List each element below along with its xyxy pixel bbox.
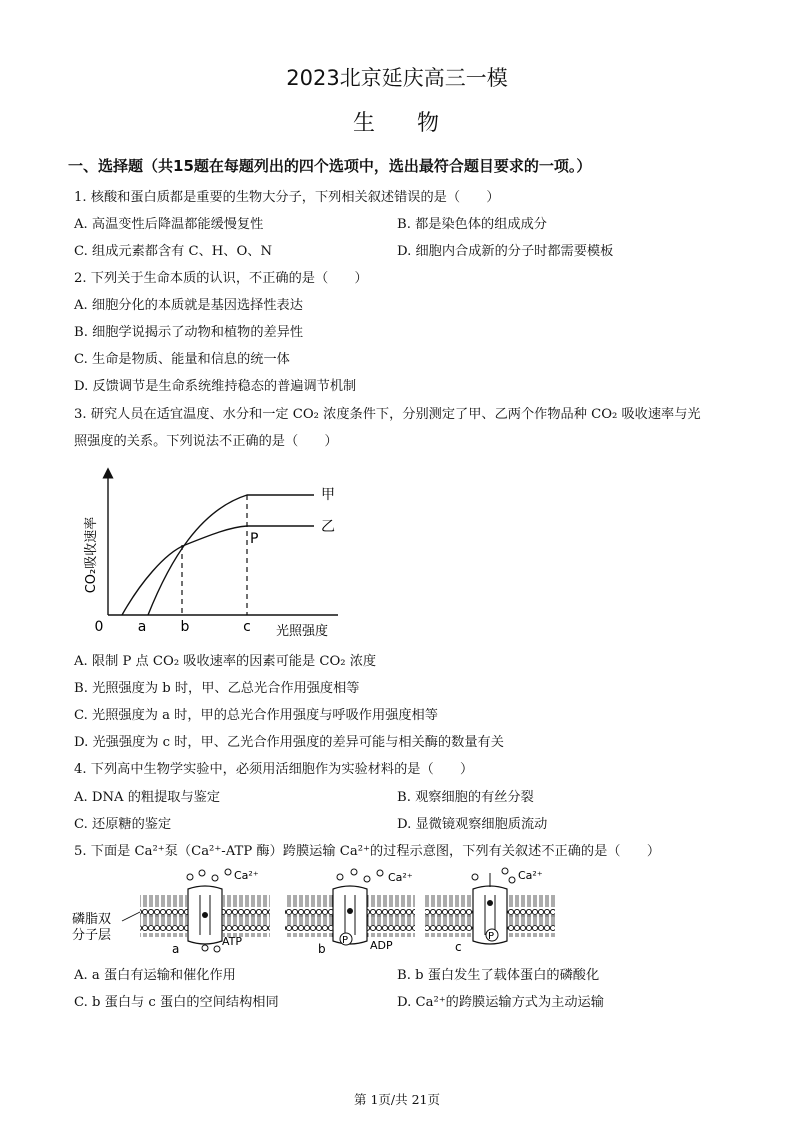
q4-stem: 4. 下列高中生物学实验中，必须用活细胞作为实验材料的是（ ）	[74, 762, 474, 777]
q4-option-d: D. 显微镜观察细胞质流动	[397, 817, 548, 832]
ion-label-a: Ca²⁺	[234, 869, 259, 882]
q3-option-b: B. 光照强度为 b 时，甲、乙总光合作用强度相等	[74, 681, 360, 696]
page-footer: 第 1页/共 21页	[353, 1092, 441, 1107]
x-axis-label: 光照强度	[275, 624, 329, 639]
series-yi-line	[122, 526, 314, 615]
panel-label-b: b	[318, 942, 326, 955]
q2-option-c: C. 生命是物质、能量和信息的统一体	[74, 352, 290, 367]
panel-c	[425, 868, 555, 954]
section-heading: 一、选择题（共15题在每题列出的四个选项中，选出最符合题目要求的一项。）	[68, 157, 592, 175]
q5-option-c: C. b 蛋白与 c 蛋白的空间结构相同	[74, 995, 279, 1010]
q3-stem-line1: 3. 研究人员在适宜温度、水分和一定 CO₂ 浓度条件下，分别测定了甲、乙两个作物品种 CO₂ 吸收速率与光	[74, 407, 701, 422]
series-yi-label: 乙	[321, 519, 335, 535]
subject-title	[0, 106, 794, 137]
co2-light-chart	[70, 465, 360, 645]
q5-option-a: A. a 蛋白有运输和催化作用	[74, 968, 236, 983]
q5-stem: 5. 下面是 Ca²⁺泵（Ca²⁺-ATP 酶）跨膜运输 Ca²⁺的过程示意图，下列有关叙述不正确的是（ ）	[74, 844, 661, 859]
q4-option-a: A. DNA 的粗提取与鉴定	[74, 790, 221, 805]
subject-char-1: 生	[352, 111, 377, 136]
subject-char-2: 物	[417, 111, 442, 136]
panel-label-a: a	[172, 942, 180, 955]
q4-option-c: C. 还原糖的鉴定	[74, 817, 172, 832]
adp-label: ADP	[370, 939, 393, 952]
q1-option-b: B. 都是染色体的组成成分	[397, 217, 547, 232]
bilayer-label-line2: 分子层	[72, 928, 112, 943]
q2-option-b: B. 细胞学说揭示了动物和植物的差异性	[74, 325, 304, 340]
bilayer-label-line1: 磷脂双	[72, 912, 112, 927]
q2-option-a: A. 细胞分化的本质就是基因选择性表达	[74, 298, 303, 313]
phosphate-label-b: P	[342, 935, 349, 946]
point-p-label: P	[250, 531, 259, 547]
phosphate-label-c: P	[488, 931, 495, 942]
q2-option-d: D. 反馈调节是生命系统维持稳态的普遍调节机制	[74, 379, 357, 394]
panel-label-c: c	[455, 940, 462, 954]
q1-option-a: A. 高温变性后降温都能缓慢复性	[74, 217, 264, 232]
ion-label-c: Ca²⁺	[518, 869, 543, 882]
origin-label: 0	[94, 619, 104, 635]
atp-label: ATP	[222, 935, 243, 948]
q3-stem-line2: 照强度的关系。下列说法不正确的是（ ）	[74, 434, 338, 449]
q1-stem: 1. 核酸和蛋白质都是重要的生物大分子，下列相关叙述错误的是（ ）	[74, 190, 500, 205]
q3-option-c: C. 光照强度为 a 时，甲的总光合作用强度与呼吸作用强度相等	[74, 708, 438, 723]
tick-label-b: b	[180, 619, 190, 635]
panel-a	[140, 869, 270, 955]
q3-option-a: A. 限制 P 点 CO₂ 吸收速率的因素可能是 CO₂ 浓度	[74, 654, 377, 669]
series-jia-line	[148, 495, 314, 615]
q1-option-d: D. 细胞内合成新的分子时都需要模板	[397, 244, 614, 259]
bilayer-pointer	[122, 911, 142, 921]
tick-label-a: a	[137, 619, 147, 635]
q3-option-d: D. 光强强度为 c 时，甲、乙光合作用强度的差异可能与相关酶的数量有关	[74, 735, 504, 750]
series-jia-label: 甲	[321, 487, 335, 503]
q2-stem: 2. 下列关于生命本质的认识，不正确的是（ ）	[74, 271, 368, 286]
q1-option-c: C. 组成元素都含有 C、H、O、N	[74, 244, 273, 259]
y-axis-label: CO₂吸收速率	[84, 516, 99, 594]
panel-b	[285, 869, 415, 955]
ion-label-b: Ca²⁺	[388, 871, 413, 884]
tick-label-c: c	[243, 619, 251, 635]
q4-option-b: B. 观察细胞的有丝分裂	[397, 790, 534, 805]
q5-option-d: D. Ca²⁺的跨膜运输方式为主动运输	[397, 995, 604, 1010]
ca-pump-diagram	[70, 865, 570, 955]
q5-option-b: B. b 蛋白发生了载体蛋白的磷酸化	[397, 968, 600, 983]
page-title: 2023北京延庆高三一模	[286, 66, 508, 90]
